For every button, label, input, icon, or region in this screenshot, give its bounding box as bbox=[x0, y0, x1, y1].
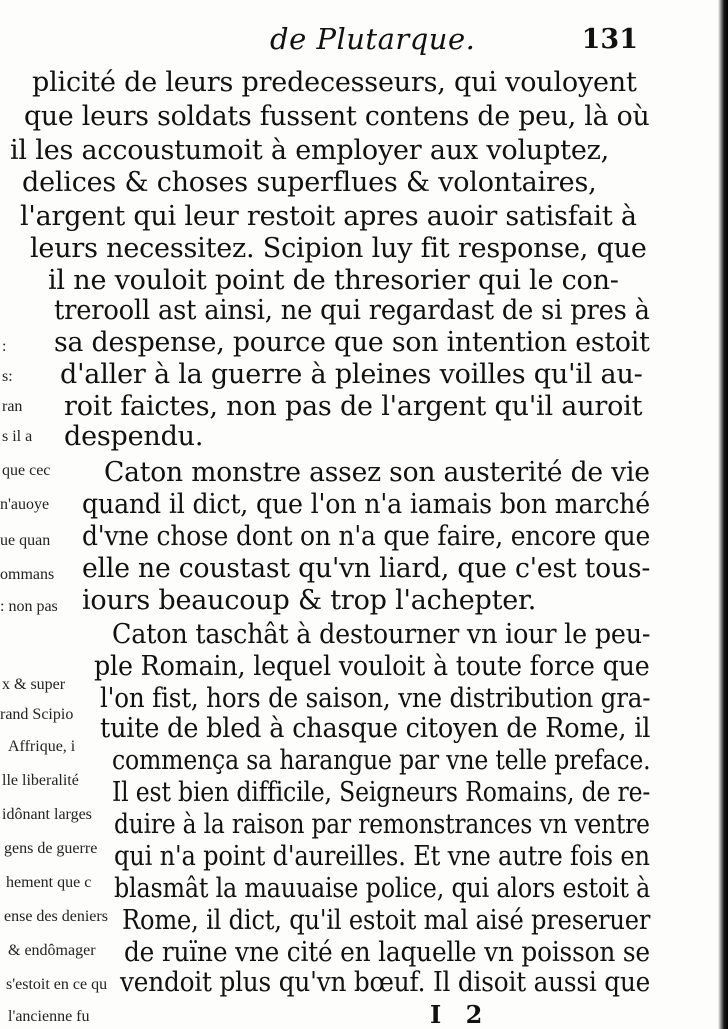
text-line: Il est bien difficile, Seigneurs Romains, de re- bbox=[112, 777, 651, 808]
text-line: Caton taschât à destourner vn iour le peu- bbox=[112, 619, 651, 650]
margin-note: lle liberalité bbox=[2, 772, 79, 789]
margin-note: x & super bbox=[2, 676, 66, 693]
margin-note: rand Scipio bbox=[0, 706, 74, 723]
running-title: de Plutarque. bbox=[270, 22, 476, 56]
page-header bbox=[270, 22, 650, 62]
margin-note: s: bbox=[2, 368, 13, 385]
text-line: Rome, il dict, qu'il estoit mal aisé preseruer bbox=[122, 905, 651, 936]
text-line: delices & choses superflues & volontaires, bbox=[22, 167, 597, 198]
text-line: plicité de leurs predecesseurs, qui vouloyent bbox=[32, 67, 637, 98]
margin-note: s'estoit en ce qu bbox=[6, 976, 108, 993]
margin-note: & endômager bbox=[8, 942, 96, 959]
margin-note: ran bbox=[2, 398, 23, 415]
text-line: duire à la raison par remonstrances vn ventre bbox=[114, 809, 650, 840]
margin-note: gens de guerre bbox=[4, 840, 98, 857]
margin-note: ense des deniers bbox=[4, 908, 108, 925]
text-line: despendu. bbox=[64, 421, 204, 452]
text-line: tuite de bled à chasque citoyen de Rome, il bbox=[100, 713, 651, 744]
text-line: iours beaucoup & trop l'achepter. bbox=[82, 585, 537, 616]
text-line: de ruïne vne cité en laquelle vn poisson se bbox=[124, 937, 650, 968]
text-line: l'on fist, hors de saison, vne distribution gra- bbox=[100, 683, 651, 714]
margin-note: : bbox=[2, 338, 7, 355]
text-line: d'vne chose dont on n'a que faire, encore que bbox=[82, 521, 651, 552]
text-line: il ne vouloit point de thresorier qui le con- bbox=[48, 265, 619, 296]
margin-note: l'ancienne fu bbox=[8, 1008, 90, 1025]
text-line: que leurs soldats fussent contens de peu, là où bbox=[24, 101, 650, 132]
text-line: quand il dict, que l'on n'a iamais bon marché bbox=[82, 489, 651, 520]
text-line: trerooll ast ainsi, ne qui regardast de si pres à bbox=[54, 295, 650, 326]
text-line: sa despense, pource que son intention estoit bbox=[54, 327, 650, 358]
page-number: 131 bbox=[581, 24, 638, 55]
text-line: leurs necessitez. Scipion luy fit response, que bbox=[30, 233, 647, 264]
margin-note: idônant larges bbox=[2, 806, 92, 823]
margin-note: que cec bbox=[2, 462, 51, 479]
text-line: qui n'a point d'aureilles. Et vne autre fois en bbox=[114, 841, 650, 872]
page-binding-edge bbox=[718, 0, 728, 1029]
text-line: blasmât la mauuaise police, qui alors estoit à bbox=[114, 873, 651, 904]
margin-note: n'auoye bbox=[0, 496, 50, 513]
text-line: Caton monstre assez son austerité de vie bbox=[104, 457, 650, 488]
signature-mark: I 2 bbox=[430, 1000, 491, 1029]
text-line: il les accoustumoit à employer aux voluptez, bbox=[10, 135, 610, 166]
text-line: d'aller à la guerre à pleines voilles qu'il au- bbox=[60, 359, 643, 390]
text-line: ple Romain, lequel vouloit à toute force que bbox=[94, 651, 650, 682]
text-line: l'argent qui leur restoit apres auoir satisfait à bbox=[20, 201, 637, 232]
margin-note: s il a bbox=[2, 428, 33, 445]
margin-note: ommans bbox=[0, 566, 55, 583]
text-line: roit faictes, non pas de l'argent qu'il auroit bbox=[64, 391, 643, 422]
text-line: commença sa harangue par vne telle preface. bbox=[112, 745, 651, 776]
text-line: vendoit plus qu'vn bœuf. Il disoit aussi que bbox=[120, 967, 651, 998]
text-line: elle ne coustast qu'vn liard, que c'est tous- bbox=[82, 553, 651, 584]
margin-note: ue quan bbox=[0, 532, 51, 549]
margin-note: Affrique, i bbox=[8, 738, 76, 755]
margin-note: hement que c bbox=[6, 874, 92, 891]
margin-note: : non pas bbox=[0, 598, 58, 615]
